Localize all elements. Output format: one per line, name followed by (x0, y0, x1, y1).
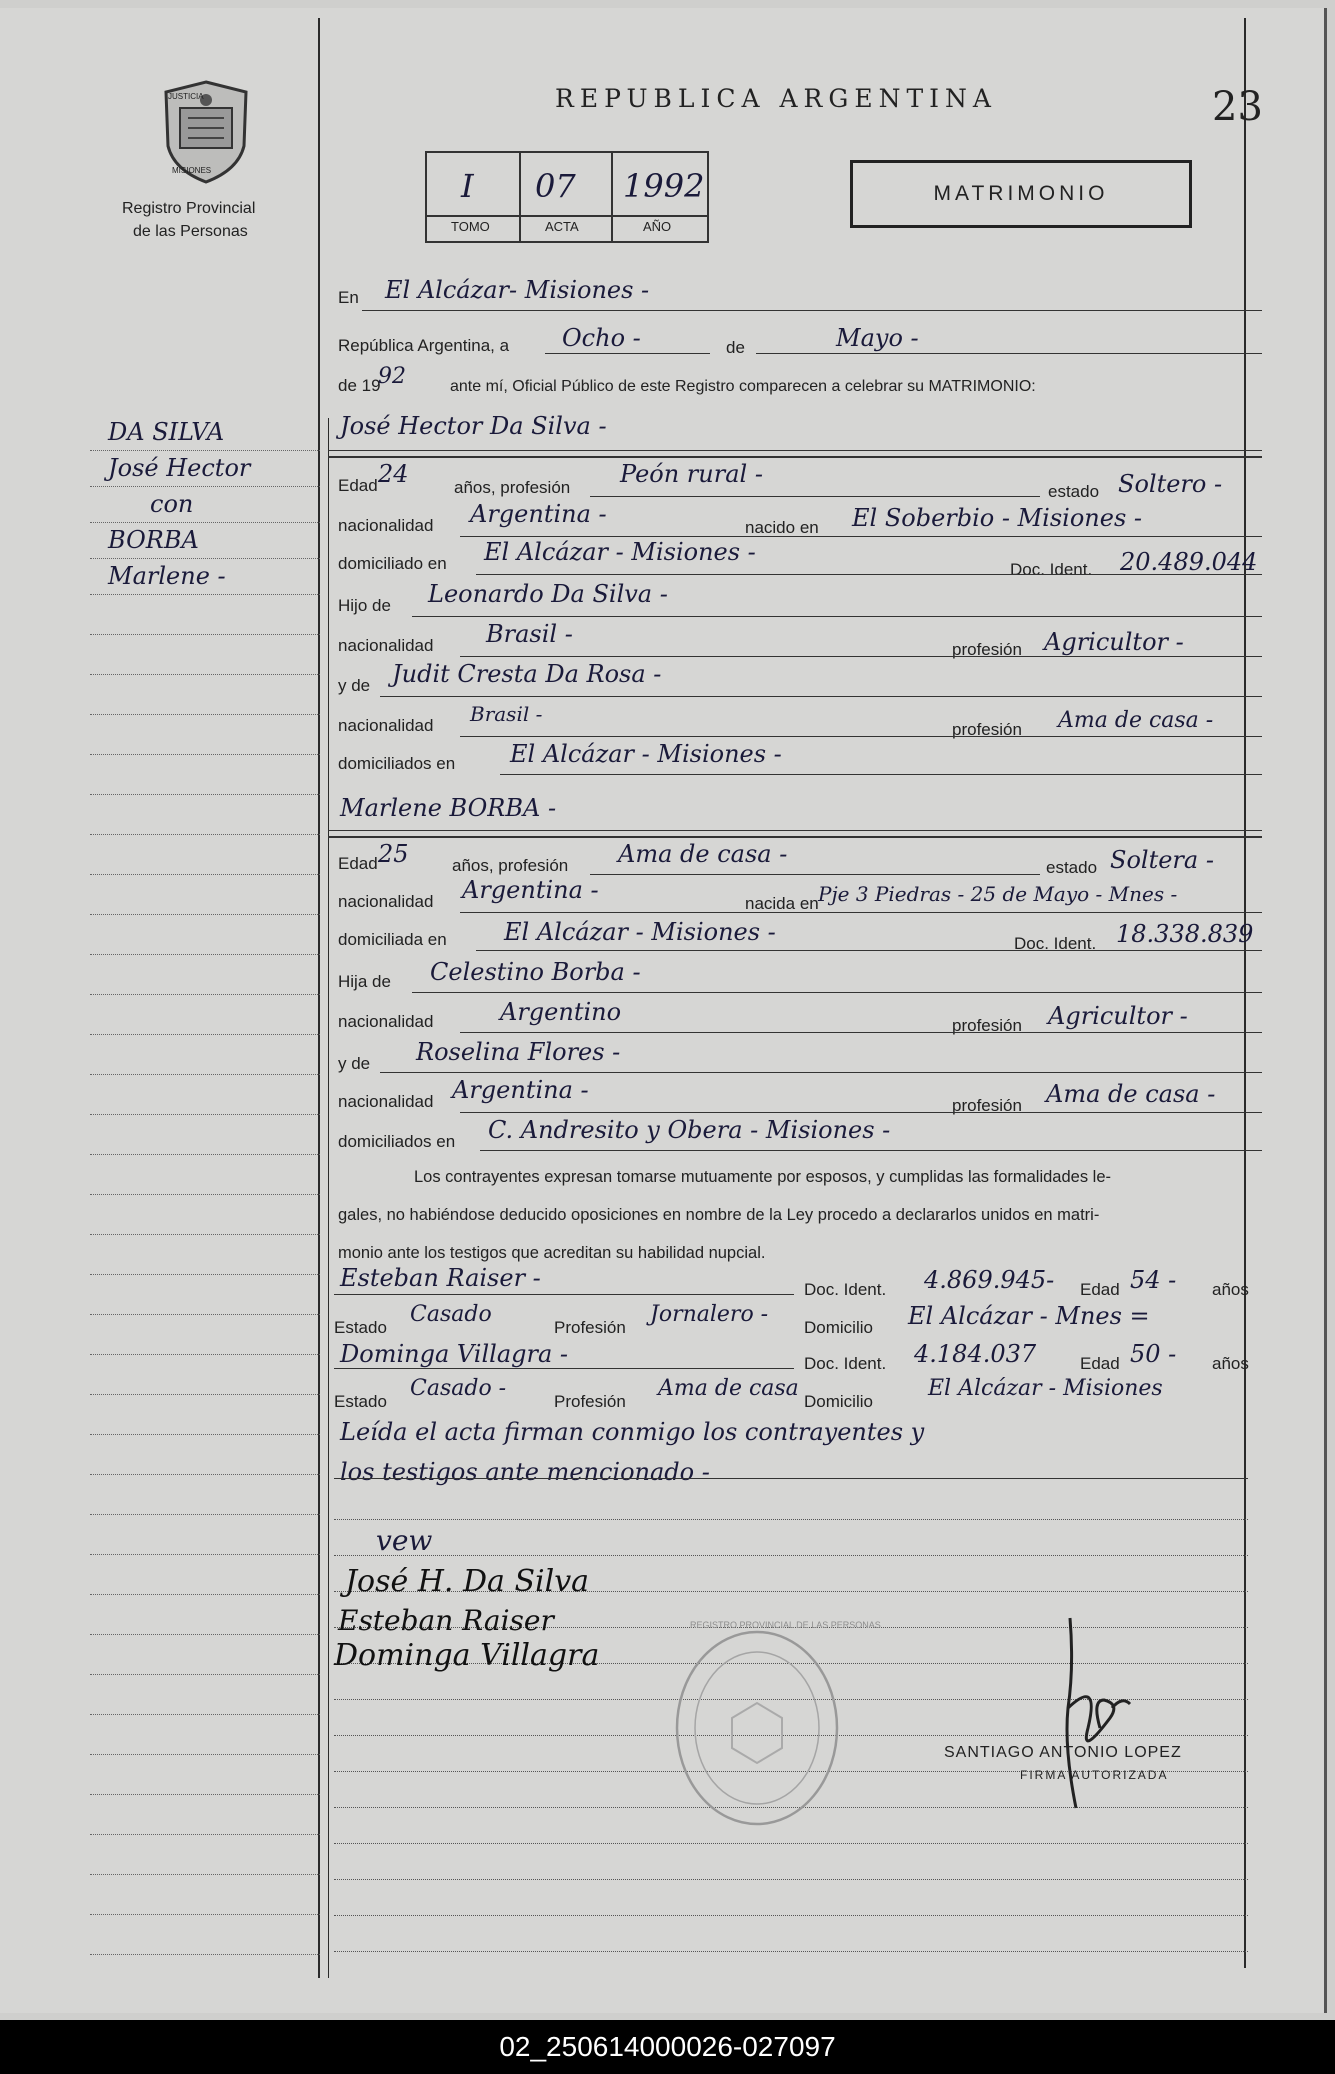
bride-doc-label: Doc. Ident. (1014, 934, 1097, 953)
bride-mother-prof: Ama de casa - (1046, 1080, 1216, 1108)
stamp-text: REGISTRO PROVINCIAL DE LAS PERSONAS (690, 1620, 881, 1630)
groom-mother-nat-label: nacionalidad (338, 716, 434, 735)
bride-civil-status: Soltera - (1110, 846, 1214, 874)
official-signature (1040, 1608, 1150, 1818)
groom-mother-nat: Brasil - (470, 702, 543, 726)
bride-father-nat: Argentino (500, 998, 622, 1026)
groom-mother: Judit Cresta Da Rosa - (392, 660, 662, 688)
acta-value: 07 (535, 167, 576, 205)
page-number: 23 (1212, 84, 1263, 130)
month-value: Mayo - (836, 324, 919, 352)
official-stamp (672, 1628, 842, 1828)
seal-bottom-text: MISIONES (172, 166, 212, 175)
bride-domicile: El Alcázar - Misiones - (504, 918, 776, 946)
appear-text: ante mí, Oficial Público de este Registro comparecen a celebrar su MATRIMONIO: (450, 378, 1036, 395)
groom-father-nat: Brasil - (486, 620, 573, 648)
closing-line2: los testigos ante mencionado - (340, 1458, 710, 1486)
official-name: SANTIAGO ANTONIO LOPEZ (944, 1744, 1182, 1761)
witness1-anos-label: años (1212, 1280, 1249, 1299)
groom-doc-label: Doc. Ident. (1010, 560, 1093, 579)
act-type-box: MATRIMONIO (850, 160, 1192, 228)
groom-doc: 20.489.044 (1120, 548, 1258, 576)
witness1-prof-label: Profesión (554, 1318, 626, 1337)
groom-signature: José H. Da Silva (345, 1564, 590, 1599)
witness1-edad-label: Edad (1080, 1280, 1120, 1299)
groom-nacido-label: nacido en (745, 518, 819, 537)
witness2-doc-label: Doc. Ident. (804, 1354, 887, 1373)
bride-hija-label: Hija de (338, 972, 391, 991)
witness1-signature: Esteban Raiser (338, 1604, 554, 1637)
margin-note-line3: con (150, 490, 194, 518)
witness2-name: Dominga Villagra - (340, 1340, 569, 1368)
registry-name-line1: Registro Provincial (122, 200, 256, 217)
registry-name-line2: de las Personas (133, 223, 248, 240)
groom-mother-prof: Ama de casa - (1058, 708, 1214, 733)
witness2-signature: Dominga Villagra (334, 1638, 600, 1673)
en-label: En (338, 288, 359, 307)
bride-anos-prof-label: años, profesión (452, 856, 569, 875)
year-suffix: 92 (378, 364, 406, 389)
groom-nat-label: nacionalidad (338, 516, 434, 535)
witness2-estado-label: Estado (334, 1392, 387, 1411)
bride-mother-nat-label: nacionalidad (338, 1092, 434, 1111)
bride-estado-label: estado (1046, 858, 1098, 877)
groom-profession: Peón rural - (620, 460, 763, 488)
bride-age: 25 (378, 840, 409, 868)
declaration-line1: Los contrayentes expresan tomarse mutuamente por esposos, y cumplidas las formalidades le- (414, 1168, 1112, 1186)
bride-birthplace: Pje 3 Piedras - 25 de Mayo - Mnes - (818, 882, 1178, 906)
bride-father-nat-label: nacionalidad (338, 1012, 434, 1031)
bride-father-prof-label: profesión (952, 1016, 1022, 1035)
bride-nationality: Argentina - (462, 876, 599, 904)
witness2-age: 50 - (1130, 1340, 1177, 1368)
inner-divider (328, 418, 329, 1978)
groom-nationality: Argentina - (470, 500, 607, 528)
witness1-doc-label: Doc. Ident. (804, 1280, 887, 1299)
groom-name: José Hector Da Silva - (340, 412, 607, 440)
bride-edad-label: Edad (338, 854, 378, 873)
scan-footer-code: 02_250614000026-027097 (0, 2020, 1335, 2074)
bride-nat-label: nacionalidad (338, 892, 434, 911)
tomo-value: I (461, 167, 474, 205)
groom-edad-label: Edad (338, 476, 378, 495)
bride-profession: Ama de casa - (618, 840, 788, 868)
bride-father-prof: Agricultor - (1048, 1002, 1188, 1030)
bride-domicilio-label: domiciliada en (338, 930, 447, 949)
groom-father-prof: Agricultor - (1044, 628, 1184, 656)
margin-note-line1: DA SILVA (108, 418, 225, 446)
groom-birthplace: El Soberbio - Misiones - (852, 504, 1143, 532)
margin-note-line4: BORBA (108, 526, 199, 554)
witness2-prof-label: Profesión (554, 1392, 626, 1411)
witness1-name: Esteban Raiser - (340, 1264, 541, 1292)
tomo-label: TOMO (451, 219, 490, 234)
margin-note-line2: José Hector (108, 454, 251, 482)
year-prefix: de 19 (338, 376, 381, 395)
ano-label: AÑO (643, 219, 672, 234)
margin-divider (318, 18, 320, 1978)
witness2-status: Casado - (410, 1376, 507, 1401)
witness1-doc: 4.869.945- (924, 1266, 1055, 1294)
republica-label: República Argentina, a (338, 336, 510, 355)
closing-line1: Leída el acta firman conmigo los contrayentes y (340, 1418, 925, 1446)
margin-note-line5: Marlene - (108, 562, 226, 590)
groom-mother-prof-label: profesión (952, 720, 1022, 739)
groom-age: 24 (378, 460, 409, 488)
groom-domicile: El Alcázar - Misiones - (484, 538, 756, 566)
bride-mother: Roselina Flores - (416, 1038, 621, 1066)
bride-name: Marlene BORBA - (340, 794, 557, 822)
witness1-age: 54 - (1130, 1266, 1177, 1294)
witness1-dom-label: Domicilio (804, 1318, 873, 1337)
witness1-status: Casado (410, 1302, 492, 1327)
witness1-domicile: El Alcázar - Mnes = (908, 1302, 1150, 1330)
witness1-profession: Jornalero - (650, 1302, 769, 1327)
bride-doc: 18.338.839 (1116, 920, 1254, 948)
country-title: REPUBLICA ARGENTINA (555, 84, 997, 113)
groom-parents-dom-label: domiciliados en (338, 754, 456, 773)
bride-yde-label: y de (338, 1054, 371, 1073)
witness2-profession: Ama de casa (658, 1376, 799, 1401)
place-value: El Alcázar- Misiones - (385, 276, 650, 304)
declaration-line2: gales, no habiéndose deducido oposiciones en nombre de la Ley procedo a declararlos unidos en matri- (338, 1206, 1100, 1224)
groom-estado-label: estado (1048, 482, 1100, 501)
witness2-edad-label: Edad (1080, 1354, 1120, 1373)
bride-nacida-label: nacida en (745, 894, 819, 913)
ano-value: 1992 (623, 167, 705, 205)
groom-parents-dom: El Alcázar - Misiones - (510, 740, 782, 768)
groom-father-nat-label: nacionalidad (338, 636, 434, 655)
witness2-dom-label: Domicilio (804, 1392, 873, 1411)
seal-top-text: JUSTICIA (168, 92, 204, 101)
de-label: de (726, 338, 745, 357)
witness2-anos-label: años (1212, 1354, 1249, 1373)
groom-domicilio-label: domiciliado en (338, 554, 447, 573)
bride-mother-nat: Argentina - (452, 1076, 589, 1104)
bride-mother-prof-label: profesión (952, 1096, 1022, 1115)
bride-father: Celestino Borba - (430, 958, 641, 986)
bride-parents-dom: C. Andresito y Obera - Misiones - (488, 1116, 891, 1144)
declaration-line3: monio ante los testigos que acreditan su habilidad nupcial. (338, 1244, 766, 1262)
groom-yde-label: y de (338, 676, 371, 695)
bride-parents-dom-label: domiciliados en (338, 1132, 456, 1151)
acta-label: ACTA (545, 219, 579, 234)
witness2-doc: 4.184.037 (914, 1340, 1037, 1368)
groom-father-prof-label: profesión (952, 640, 1022, 659)
official-title: FIRMA AUTORIZADA (1020, 1768, 1169, 1782)
groom-father: Leonardo Da Silva - (428, 580, 668, 608)
groom-hijo-label: Hijo de (338, 596, 391, 615)
witness1-estado-label: Estado (334, 1318, 387, 1337)
closing-mark: vew (376, 1524, 433, 1557)
day-value: Ocho - (562, 324, 641, 352)
groom-civil-status: Soltero - (1118, 470, 1223, 498)
groom-anos-prof-label: años, profesión (454, 478, 571, 497)
witness2-domicile: El Alcázar - Misiones (928, 1376, 1163, 1401)
act-number-box (425, 151, 709, 243)
certificate-page (0, 8, 1327, 2013)
